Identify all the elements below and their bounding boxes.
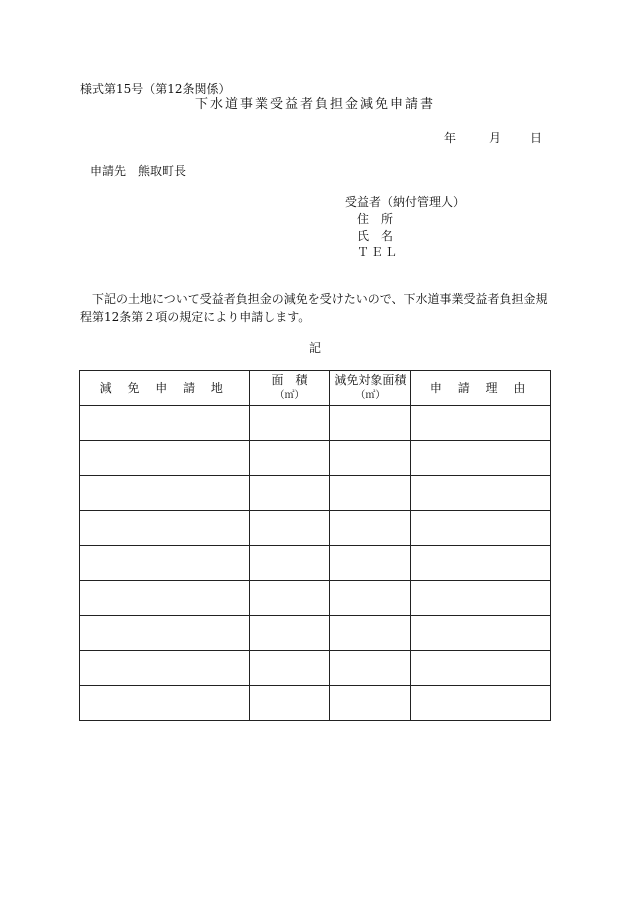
application-statement: 下記の土地について受益者負担金の減免を受けたいので、下水道事業受益者負担金規程第12条第２項の規定により申請します。: [80, 292, 548, 324]
header-area-unit: （㎡）: [274, 390, 305, 401]
table-cell[interactable]: [249, 546, 330, 581]
table-row: [80, 476, 551, 511]
table-cell[interactable]: [80, 441, 250, 476]
table-cell[interactable]: [80, 581, 250, 616]
table-cell[interactable]: [411, 441, 551, 476]
table-row: [80, 511, 551, 546]
header-exempt-area-label: 減免対象面積: [334, 373, 407, 387]
application-table: [79, 370, 551, 721]
table-cell[interactable]: [249, 686, 330, 721]
table-row: [80, 581, 551, 616]
table-cell[interactable]: [80, 651, 250, 686]
destination: 申請先 熊取町長: [90, 164, 187, 178]
table-cell[interactable]: [80, 616, 250, 651]
table-row: [80, 616, 551, 651]
table-cell[interactable]: [80, 686, 250, 721]
table-cell[interactable]: [330, 581, 411, 616]
form-number: 様式第15号（第12条関係）: [80, 82, 231, 96]
table-cell[interactable]: [330, 476, 411, 511]
table-cell[interactable]: [249, 511, 330, 546]
applicant-address-label: 住 所: [357, 212, 394, 226]
table-cell[interactable]: [411, 476, 551, 511]
table-cell[interactable]: [330, 546, 411, 581]
date-day-label: 日: [530, 131, 543, 145]
table-row: [80, 651, 551, 686]
table-cell[interactable]: [330, 616, 411, 651]
page-title: 下水道事業受益者負担金減免申請書: [194, 97, 435, 112]
table-cell[interactable]: [330, 406, 411, 441]
ki-heading: 記: [308, 341, 321, 355]
header-location: 減 免 申 請 地: [80, 371, 250, 406]
table-cell[interactable]: [249, 651, 330, 686]
header-area-label: 面 積: [271, 373, 308, 387]
table-cell[interactable]: [249, 616, 330, 651]
header-area: [249, 371, 330, 406]
table-cell[interactable]: [411, 616, 551, 651]
header-exempt-area: [330, 371, 411, 406]
table-cell[interactable]: [330, 686, 411, 721]
date-month-label: 月: [489, 131, 502, 145]
date-year-label: 年: [444, 131, 457, 145]
applicant-role: 受益者（納付管理人）: [345, 195, 466, 209]
table-cell[interactable]: [80, 406, 250, 441]
table-cell[interactable]: [411, 651, 551, 686]
table-cell[interactable]: [80, 511, 250, 546]
table-cell[interactable]: [80, 476, 250, 511]
table-cell[interactable]: [411, 511, 551, 546]
table-cell[interactable]: [330, 511, 411, 546]
table-cell[interactable]: [249, 406, 330, 441]
table-cell[interactable]: [411, 581, 551, 616]
table-row: [80, 546, 551, 581]
table-cell[interactable]: [249, 581, 330, 616]
applicant-tel-label: ＴＥＬ: [357, 245, 400, 259]
table-cell[interactable]: [249, 441, 330, 476]
table-cell[interactable]: [411, 546, 551, 581]
table-row: [80, 406, 551, 441]
table-cell[interactable]: [330, 441, 411, 476]
table-cell[interactable]: [411, 686, 551, 721]
table-cell[interactable]: [330, 651, 411, 686]
table-row: [80, 441, 551, 476]
table-cell[interactable]: [411, 406, 551, 441]
header-exempt-area-unit: （㎡）: [355, 390, 386, 401]
applicant-name-label: 氏 名: [357, 229, 394, 243]
table-row: [80, 686, 551, 721]
table-cell[interactable]: [80, 546, 250, 581]
table-header-row: [80, 371, 551, 406]
header-reason: 申 請 理 由: [411, 371, 551, 406]
table-cell[interactable]: [249, 476, 330, 511]
